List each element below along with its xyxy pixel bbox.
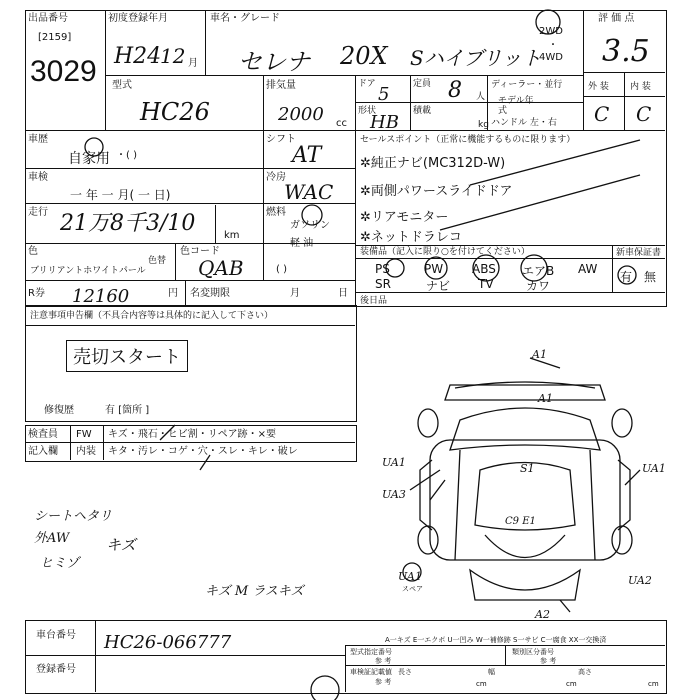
name-label: 車名・グレード [210, 13, 280, 24]
doors-label: ドア [358, 79, 376, 89]
model-label: 型式 [112, 80, 132, 91]
displacement: 2000 [278, 104, 324, 125]
warranty-no: 無 [644, 270, 657, 284]
remark-2: 外AW [34, 531, 70, 546]
notes-label: 注意事項申告欄（不具合内容等は具体的に記入して下さい） [30, 311, 274, 321]
equip-tv: TV [478, 277, 494, 291]
mark-a1-top: A1 [532, 348, 547, 361]
fuel-label: 燃料 [266, 207, 286, 218]
drive-sep: ・ [548, 40, 558, 51]
capacity-label: 定員 [413, 79, 432, 89]
model-year-label: モデル年式 [498, 96, 534, 116]
inspector-fw: FW [76, 429, 92, 440]
sales-points-label: セールスポイント（正常に機能するものに限ります） [360, 135, 576, 145]
sales-point-4: ✲ネットドラレコ [360, 230, 462, 245]
length-label: 長さ [398, 668, 412, 676]
sales-point-1: ✲純正ナビ(MC312D-W) [360, 156, 506, 171]
remark-5: キズ M ラスキズ [205, 584, 304, 599]
color: ブリリアントホワイトパール [30, 266, 146, 276]
lot-label: 出品番号 [28, 13, 68, 24]
shift-label: シフト [266, 134, 296, 145]
history-value: 自家用 [68, 151, 110, 167]
recycle-unit: 円 [168, 288, 178, 299]
color-label: 色 [28, 246, 38, 257]
inspector-label-2: 記入欄 [28, 446, 58, 457]
sold-out-stamp: 売切スタート [66, 340, 188, 372]
mark-ua1-left: UA1 [382, 456, 406, 469]
designation-ref: 参 考 [375, 657, 392, 665]
mileage: 21万8千3/10 [60, 211, 196, 236]
color-code: QAB [198, 256, 244, 280]
ext-label: 外 装 [588, 82, 609, 92]
car-name: セレナ [238, 48, 310, 76]
int-label: 内 装 [630, 82, 651, 92]
mark-s1: S1 [520, 462, 535, 475]
recycle: 12160 [72, 286, 130, 307]
capacity-unit: 人 [476, 92, 486, 102]
mark-ua1-rear: UA1 [398, 570, 422, 583]
reg-label: 初度登録年月 [108, 13, 168, 24]
doors: 5 [378, 84, 390, 105]
score: 3.5 [602, 34, 650, 69]
model: HC26 [140, 98, 210, 126]
load-label: 積載 [413, 106, 432, 116]
color-code-label: 色コード [180, 246, 220, 257]
nametag-day: 日 [338, 288, 348, 299]
reg-month: 12 [160, 44, 186, 68]
body: HB [370, 112, 399, 133]
history-label: 車歴 [28, 134, 48, 145]
lot-number: 3029 [30, 55, 97, 88]
designation-label: 型式指定番号 [350, 648, 392, 656]
repair-label: 修復歴 [44, 405, 74, 416]
handle-label: ハンドル 左・右 [491, 118, 557, 128]
category-label: 類別区分番号 [512, 648, 554, 656]
drive-4wd: 4WD [539, 52, 563, 63]
mark-spare: スペア [402, 585, 423, 593]
fuel-gas: ガソリン [290, 220, 330, 231]
measure-label: 車検証記載値 [350, 668, 392, 676]
capacity: 8 [448, 78, 462, 103]
color-change-label: 色替 [148, 256, 167, 266]
mark-a2: A2 [535, 608, 550, 621]
sales-point-2: ✲両側パワースライドドア [360, 184, 513, 199]
inspector-label-1: 検査員 [28, 429, 58, 440]
equip-abs: ABS [472, 262, 496, 276]
equip-ps: PS [375, 262, 390, 276]
ext-grade: C [594, 102, 610, 126]
dealer-label: ディーラー・並行 [491, 80, 563, 90]
length-unit: cm [476, 680, 487, 688]
measure-ref: 参 考 [375, 678, 392, 686]
mark-ua2: UA2 [628, 574, 652, 587]
mark-ua3: UA3 [382, 488, 406, 501]
mark-ua1-right: UA1 [642, 462, 666, 475]
chassis-label: 車台番号 [36, 630, 76, 641]
score-label: 評 価 点 [598, 13, 635, 24]
grade: 20X [340, 42, 388, 70]
chassis-number: HC26-066777 [104, 632, 232, 653]
history-rest: ・( ) [116, 150, 137, 161]
fuel-diesel: 軽 油 [290, 238, 314, 249]
equip-pw: PW [424, 262, 444, 276]
warranty-yes: 有 [620, 270, 633, 284]
equip-sr: SR [375, 277, 391, 291]
registration-label: 登録番号 [36, 664, 76, 675]
repair-value: 有 [箇所 ] [105, 405, 150, 416]
remark-1: シートヘタリ [34, 509, 113, 524]
int-grade: C [636, 102, 652, 126]
equip-airbag: エアB [522, 264, 555, 278]
drive-2wd: 2WD [539, 26, 563, 37]
inspector-fw-items: キズ・飛石・ヒビ割・リペア跡・×要 [108, 429, 276, 440]
displacement-label: 排気量 [266, 80, 296, 91]
warranty-label: 新車保証書 [616, 248, 662, 258]
height-label: 高さ [578, 668, 592, 676]
grade-2: Sハイブリット [410, 46, 542, 70]
mileage-label: 走行 [28, 207, 48, 218]
fuel-paren: ( ) [276, 264, 287, 275]
body-label: 形状 [358, 106, 377, 116]
remark-4: キズ [106, 536, 136, 554]
inspector-interior-items: キタ・汚レ・コゲ・穴・スレ・キレ・破レ [108, 446, 298, 457]
displacement-unit: cc [336, 118, 347, 129]
shift: AT [292, 143, 322, 168]
sales-point-3: ✲リアモニター [360, 210, 449, 225]
equipment-label: 装備品（記入に限り○を付けてください） [360, 247, 530, 257]
remark-3: ヒミゾ [40, 556, 80, 571]
inspection-value: 一 年 一 月( 一 日) [70, 188, 171, 202]
nametag-label: 名変期限 [190, 288, 230, 299]
nametag-month: 月 [290, 288, 300, 299]
equip-aw: AW [578, 262, 598, 276]
inspection-label: 車検 [28, 172, 48, 183]
ac: WAC [284, 180, 334, 204]
lot-small: [2159] [38, 32, 72, 43]
load-unit: kg [478, 120, 489, 130]
after-install-label: 後日品 [360, 296, 388, 306]
reg-month-unit: 月 [188, 58, 198, 69]
equip-navi: ナビ [426, 279, 451, 293]
width-label: 幅 [488, 668, 495, 676]
mileage-unit: km [224, 230, 240, 241]
category-ref: 参 考 [540, 657, 557, 665]
mark-a1-hood: A1 [538, 392, 553, 405]
ac-label: 冷房 [266, 172, 286, 183]
mark-c9-e1: C9 E1 [505, 516, 536, 527]
recycle-label: R券 [28, 288, 45, 299]
diagram-legend: A一キズ E一エクボ U一凹み W一補修跡 S一サビ C一腐食 XX一交換済 [385, 636, 607, 644]
width-unit: cm [566, 680, 577, 688]
height-unit: cm [648, 680, 659, 688]
equip-leather: カワ [526, 279, 551, 293]
inspector-interior: 内装 [76, 446, 96, 457]
reg-era: H24 [114, 44, 162, 69]
